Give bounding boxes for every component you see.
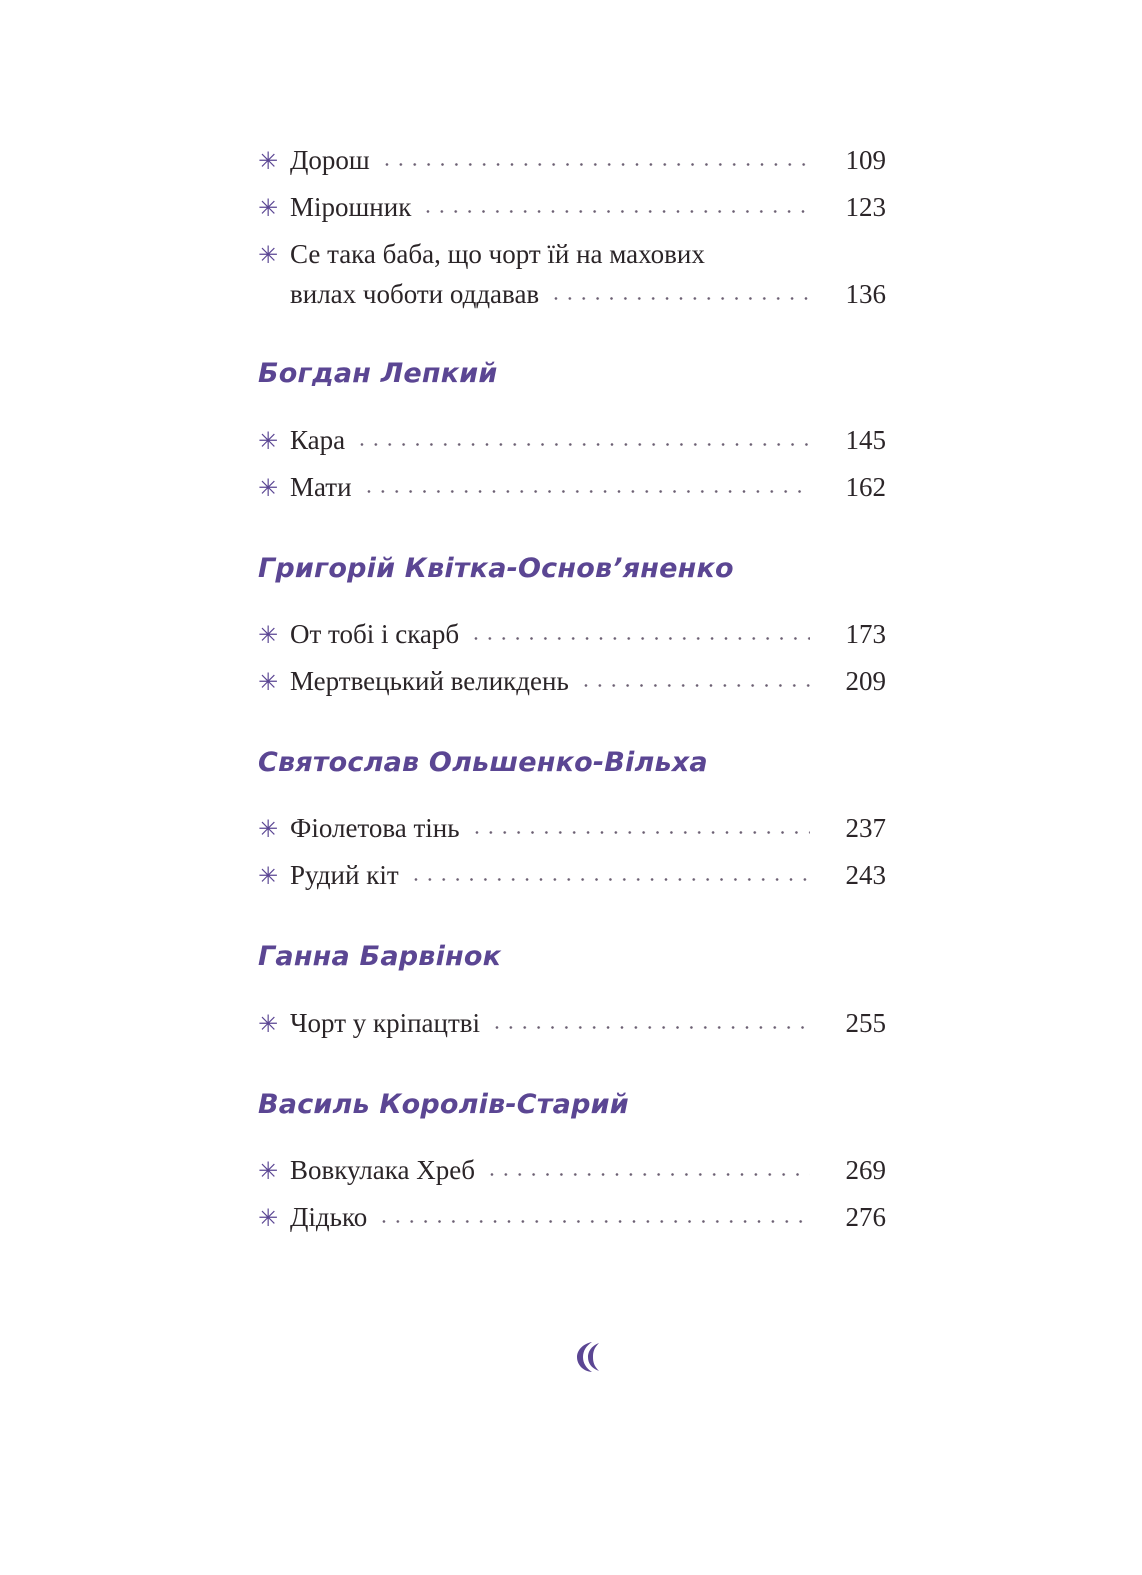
author-heading: Богдан Лепкий (258, 358, 498, 389)
toc-entry[interactable] (258, 808, 886, 848)
entry-title: Мати (290, 472, 352, 502)
toc-entry[interactable] (258, 855, 886, 895)
asterisk-bullet-icon: ✳ (258, 815, 279, 843)
asterisk-bullet-icon: ✳ (258, 621, 279, 649)
dot-leader (470, 808, 810, 848)
asterisk-bullet-icon: ✳ (258, 147, 279, 175)
entry-title: Фіолетова тінь (290, 813, 460, 843)
entry-title: От тобі і скарб (290, 619, 460, 649)
dot-leader (362, 467, 810, 507)
toc-entry[interactable] (258, 467, 886, 507)
entry-page-number: 109 (845, 145, 886, 175)
entry-page-number: 276 (845, 1202, 886, 1232)
entry-page-number: 162 (845, 472, 886, 502)
dot-leader (409, 855, 810, 895)
toc-entry[interactable] (258, 1003, 886, 1043)
asterisk-bullet-icon: ✳ (258, 474, 279, 502)
entry-page-number: 243 (845, 860, 886, 890)
entry-page-number: 209 (845, 666, 886, 696)
toc-entry[interactable] (258, 614, 886, 654)
asterisk-bullet-icon: ✳ (258, 1010, 279, 1038)
toc-entry[interactable] (258, 1150, 886, 1190)
dot-leader (579, 661, 810, 701)
dot-leader (380, 140, 810, 180)
author-heading: Ганна Барвінок (258, 941, 502, 972)
asterisk-bullet-icon: ✳ (258, 241, 279, 269)
toc-entry[interactable] (258, 1197, 886, 1237)
dot-leader (421, 187, 810, 227)
author-heading: Василь Королів-Старий (258, 1089, 629, 1120)
dot-leader (490, 1003, 810, 1043)
entry-title-line2: вилах чоботи оддавав (290, 279, 540, 309)
author-heading: Григорій Квітка-Основ’яненко (258, 553, 734, 584)
entry-page-number: 269 (845, 1155, 886, 1185)
entry-title: Рудий кіт (290, 860, 399, 890)
entry-page-number: 123 (845, 192, 886, 222)
entry-title: Мірошник (290, 192, 412, 222)
dot-leader (355, 420, 810, 460)
entry-page-number: 255 (845, 1008, 886, 1038)
toc-entry[interactable] (258, 661, 886, 701)
asterisk-bullet-icon: ✳ (258, 194, 279, 222)
toc-entry[interactable] (258, 420, 886, 460)
entry-title: Кара (290, 425, 346, 455)
entry-title: Вовкулака Хреб (290, 1155, 475, 1185)
entry-page-number: 145 (845, 425, 886, 455)
entry-title: Дорош (290, 145, 370, 175)
toc-entry[interactable] (258, 187, 886, 227)
entry-title: Мертвецький великдень (290, 666, 569, 696)
crescent-moon-icon (573, 1340, 603, 1374)
dot-leader (469, 614, 810, 654)
author-heading: Святослав Ольшенко-Вільха (258, 747, 708, 778)
entry-page-number: 173 (845, 619, 886, 649)
entry-title: Дідько (290, 1202, 368, 1232)
asterisk-bullet-icon: ✳ (258, 862, 279, 890)
entry-title-line1: Се така баба, що чорт їй на махових (290, 239, 705, 269)
entry-page-number: 237 (845, 813, 886, 843)
entry-title: Чорт у кріпацтві (290, 1008, 481, 1038)
asterisk-bullet-icon: ✳ (258, 427, 279, 455)
asterisk-bullet-icon: ✳ (258, 1204, 279, 1232)
entry-page-number: 136 (845, 279, 886, 309)
dot-leader (549, 274, 810, 314)
asterisk-bullet-icon: ✳ (258, 668, 279, 696)
dot-leader (377, 1197, 810, 1237)
toc-entry[interactable] (258, 140, 886, 180)
toc-entry[interactable] (258, 234, 886, 314)
dot-leader (485, 1150, 810, 1190)
asterisk-bullet-icon: ✳ (258, 1157, 279, 1185)
